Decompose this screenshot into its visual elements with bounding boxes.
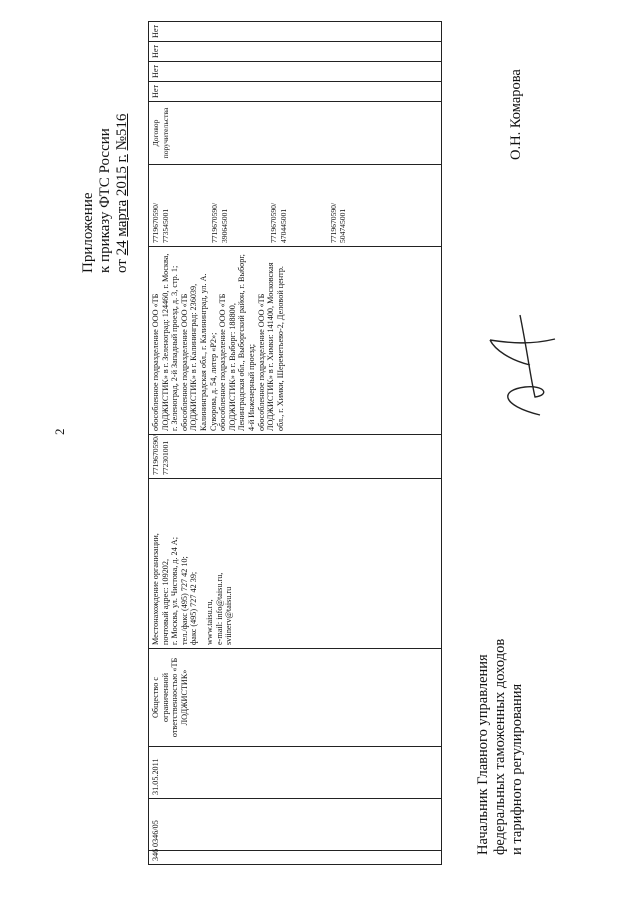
appendix-header [80, 114, 131, 273]
address-line: Местонахождение организации, [151, 533, 160, 645]
appendix-order-ref: к приказу ФТС России [97, 128, 113, 273]
organization-name: Общество с ограниченной ответственностью «ТБ ЛОДЖИСТИК» [149, 649, 442, 747]
register-table [148, 21, 442, 865]
registration-date: 31.05.2011 [149, 747, 442, 799]
date-year: 2015 [114, 166, 130, 197]
branch-codes [149, 165, 442, 247]
signer-name: О.Н. Комарова [508, 69, 524, 160]
fax-line: факс (495) 727 42 39; [189, 571, 199, 645]
phone-line: тел./факс (495) 727 42 10; [179, 556, 189, 645]
branch-item: обособленное подразделение ООО «ТБ ЛОДЖИСТИК» в г. Выборг: 188800, Ленинградская обл., Выборгский район, г. Выборг, 4-й Инженерный проезд; [218, 254, 256, 431]
email-link-2[interactable]: sviinerv@taisu.ru [224, 586, 234, 645]
signature-image [470, 295, 570, 435]
organization-address [149, 479, 442, 649]
appendix-title: Приложение [80, 192, 96, 273]
branch-code: 7719670590/ 470445001 [269, 202, 288, 243]
date-month: марта [114, 199, 130, 237]
flag-d: Нет [149, 22, 442, 42]
table-row [149, 22, 442, 865]
date-suffix: г. [114, 154, 130, 163]
date-prefix: от [114, 259, 130, 273]
branch-item: обособленное подразделение ООО «ТБ ЛОДЖИСТИК» в г. Калининград: 236039, Калининградская обл., г. Калининград, ул. А. Суворова, д. 54, литер «Р2»; [179, 273, 218, 431]
address-line: почтовый адрес: 109202, [160, 558, 170, 645]
branch-item: обособленное подразделение ООО «ТБ ЛОДЖИСТИК» в г. Химки: 141400, Московская обл., г. Химки, Шереметьево-2, Деловой центр. [256, 262, 285, 431]
flag-c: Нет [149, 42, 442, 62]
address-line: г. Москва, ул. Чистова, д. 24 А; [170, 537, 180, 645]
signatory-block [475, 639, 526, 855]
branch-item: обособленное подразделение ООО «ТБ ЛОДЖИСТИК» в г. Зеленоград: 124460, г. Москва, г. Зеленоград, 2-й Западный проезд, д. 3, стр. 1; [151, 253, 180, 431]
branch-list [149, 247, 442, 435]
contract-type: Договор поручительства [149, 102, 442, 165]
flag-b: Нет [149, 62, 442, 82]
order-number: №516 [114, 113, 130, 151]
branch-code: 7719670590/ 504745001 [328, 202, 348, 243]
branch-code: 7719670590/ 773545001 [151, 202, 170, 243]
signatory-position-3: и тарифного регулирования [509, 683, 525, 855]
branch-code: 7719670590/ 390645001 [210, 202, 229, 243]
date-day: 24 [114, 240, 130, 256]
inn-kpp: 7719670590/ 772301001 [149, 435, 442, 479]
signatory-position-2: федеральных таможенных доходов [492, 638, 508, 855]
row-number: 346 [149, 851, 442, 865]
signatory-position-1: Начальник Главного управления [475, 654, 491, 855]
registration-number: 0346/05 [149, 799, 442, 851]
page-number: 2 [52, 428, 67, 435]
website-link[interactable]: www.taisu.ru, [204, 599, 214, 645]
flag-a: Нет [149, 82, 442, 102]
appendix-date-line [114, 114, 131, 273]
email-link[interactable]: e-mail: info@taisu.ru, [214, 572, 224, 645]
